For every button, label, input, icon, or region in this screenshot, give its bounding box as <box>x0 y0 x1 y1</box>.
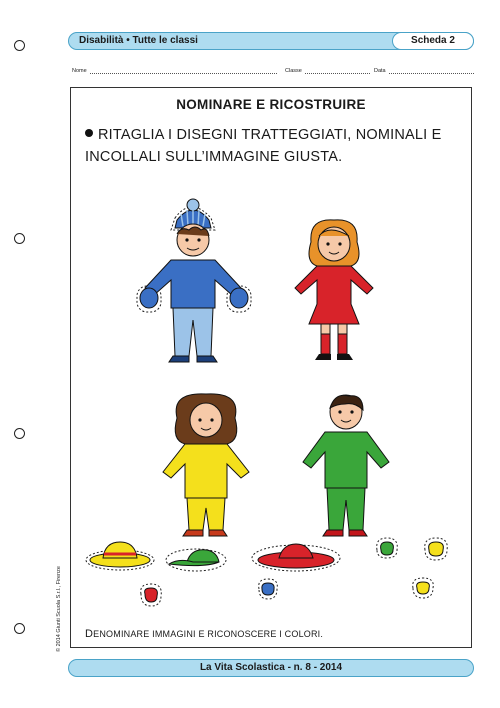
student-fields <box>72 68 474 78</box>
binder-hole-3 <box>14 428 25 439</box>
binder-hole-2 <box>14 233 25 244</box>
binder-hole-1 <box>14 40 25 51</box>
header-category: Disabilità • Tutte le classi <box>79 35 198 46</box>
copyright-text: © 2014 Giunti Scuola S.r.l., Firenze <box>56 566 62 652</box>
red-mitten-icon[interactable] <box>139 582 163 608</box>
yellow-mitten-icon[interactable] <box>423 536 449 562</box>
footer-bar: La Vita Scolastica - n. 8 - 2014 <box>68 659 474 677</box>
boy-blue-figure <box>131 196 257 366</box>
sheet-number: Scheda 2 <box>392 32 474 50</box>
name-field[interactable]: Nome <box>72 68 277 74</box>
boy-green-figure <box>291 388 401 543</box>
date-field[interactable]: Data <box>374 68 474 74</box>
green-mitten-icon[interactable] <box>375 536 399 560</box>
header-bar <box>68 32 474 50</box>
girl-yellow-figure <box>151 388 261 543</box>
worksheet-frame <box>70 87 472 648</box>
worksheet-title: NOMINARE E RICOSTRUIRE <box>176 97 366 112</box>
caption-text: DENOMINARE IMMAGINI E RICONOSCERE I COLORI. <box>85 628 324 640</box>
binder-hole-4 <box>14 623 25 634</box>
instruction-text: RITAGLIA I DISEGNI TRATTEGGIATI, NOMINALI E INCOLLALI SULL’IMMAGINE GIUSTA. <box>85 127 442 165</box>
girl-red-figure <box>289 216 379 366</box>
red-hat-icon[interactable] <box>251 540 341 572</box>
yellow-hat-icon[interactable] <box>85 536 155 572</box>
bullet-icon <box>85 129 93 137</box>
orange-mitten-icon[interactable] <box>411 576 435 600</box>
class-field[interactable]: Classe <box>285 68 370 74</box>
blue-mitten-icon[interactable] <box>257 578 279 600</box>
green-cap-icon[interactable] <box>165 544 227 572</box>
